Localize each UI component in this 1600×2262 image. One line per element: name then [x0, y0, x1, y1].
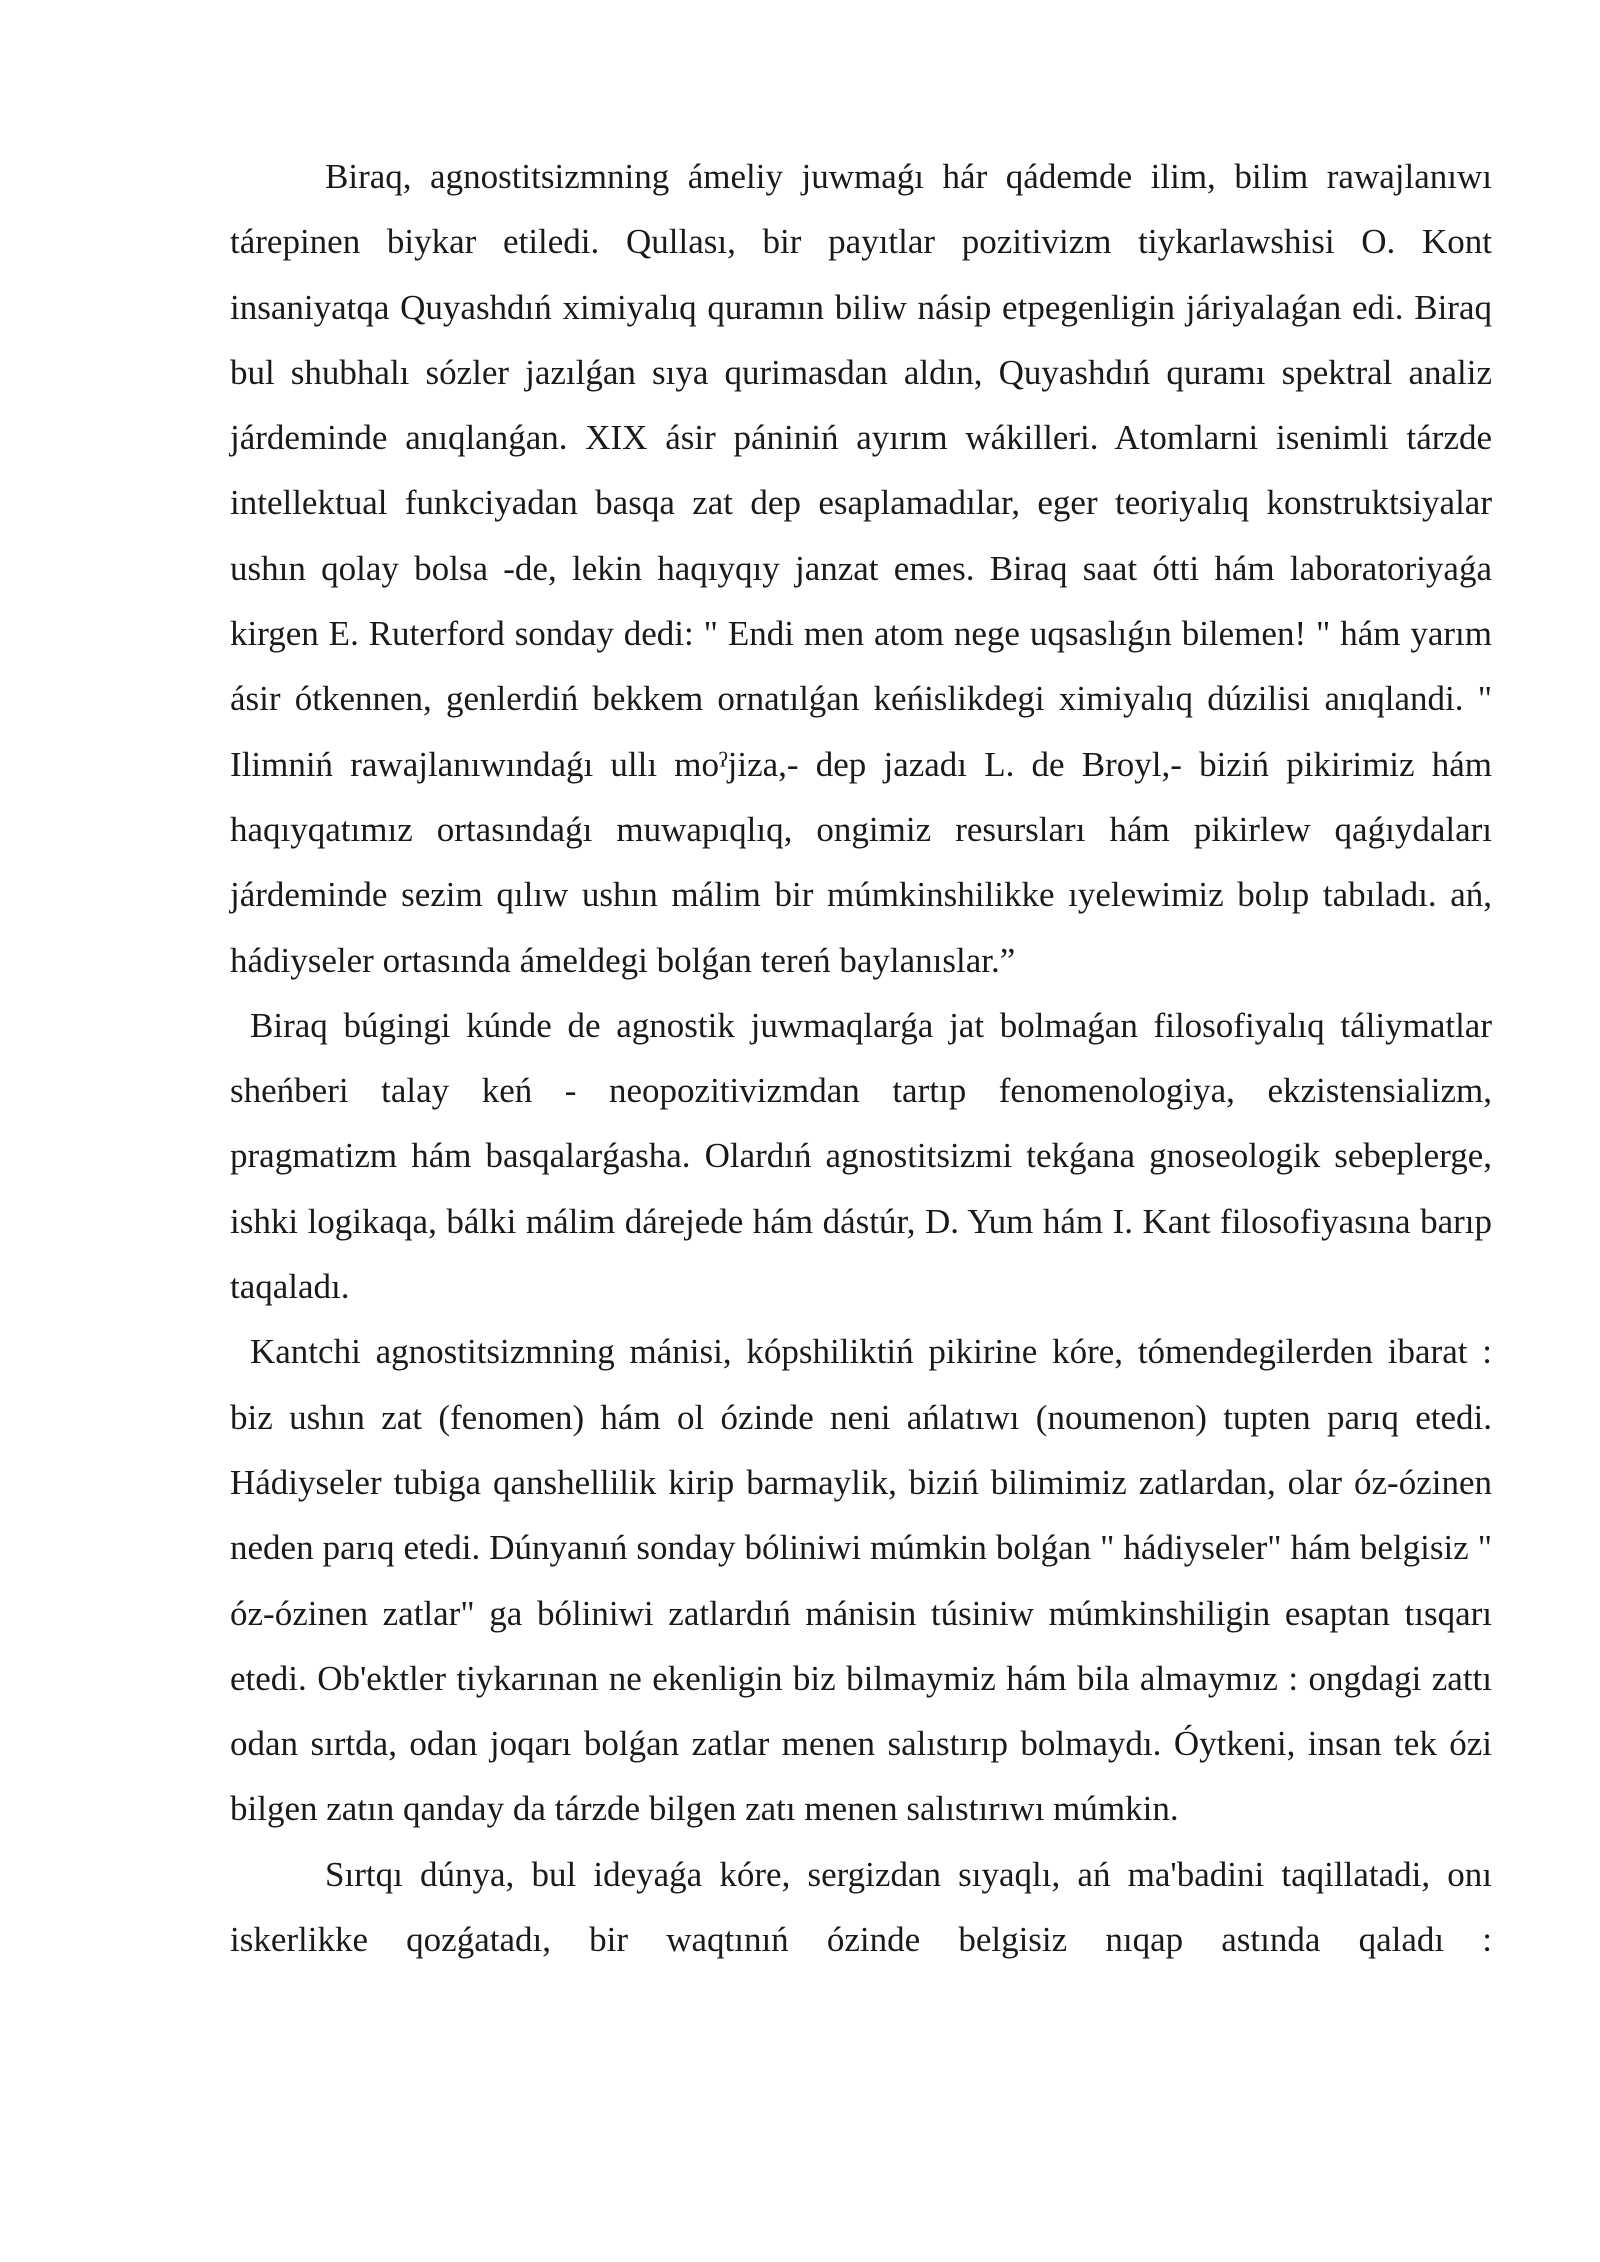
paragraph-kantian-agnosticism: Kantchi agnostitsizmning mánisi, kópshiliktiń pikirine kóre, tómendegilerden ibarat : biz ushın zat (fenomen) hám ol ózinde neni ańlatıwı (noumenon) tupten parıq etedi. Hádiyseler tubiga qanshellilik kirip barmaylik, biziń bilimimiz zatlardan, olar óz-ózinen neden parıq etedi. Dúnyanıń sonday bóliniwi múmkin bolǵan " hádiyseler" hám belgisiz " óz-ózinen zatlar" ga bóliniwi zatlardıń mánisin túsiniw múmkinshiligin esaptan tısqarı etedi. Ob'ektler tiykarınan ne ekenligin biz bilmaymiz hám bila almaymız : ongdagi zattı odan sırtda, odan joqarı bolǵan zatlar menen salıstırıp bolmaydı. Óytkeni, insan tek ózi bilgen zatın qanday da tárzde bilgen zatı menen salıstırıwı múmkin. — [230, 1332, 1492, 1829]
paragraph-modern-doctrines: Biraq búgingi kúnde de agnostik juwmaqlarǵa jat bolmaǵan filosofiyalıq táliymatlar sheńberi talay keń - neopozitivizmdan tartıp fenomenologiya, ekzistensializm, pragmatizm hám basqalarǵasha. Olardıń agnostitsizmi tekǵana gnoseologik sebeplerge, ishki logikaqa, bálki málim dárejede hám dástúr, D. Yum hám I. Kant filosofiyasına barıp taqaladı. — [230, 1005, 1492, 1307]
document-body — [230, 144, 1492, 1972]
paragraph-agnosticism-refuted: Biraq, agnostitsizmning ámeliy juwmaǵı hár qádemde ilim, bilim rawajlanıwı tárepinen biykar etiledi. Qullası, bir payıtlar pozitivizm tiykarlawshisi O. Kont insaniyatqa Quyashdıń ximiyalıq quramın biliw násip etpegenligin járiyalaǵan edi. Biraq bul shubhalı sózler jazılǵan sıya qurimasdan aldın, Quyashdıń quramı spektral analiz járdeminde anıqlanǵan. XIX ásir pániniń ayırım wákilleri. Atomlarni isenimli tárzde intellektual funkciyadan basqa zat dep esaplamadılar, eger teoriyalıq konstruktsiyalar ushın qolay bolsa -de, lekin haqıyqıy janzat emes. Biraq saat ótti hám laboratoriyaǵa kirgen E. Ruterford sonday dedi: " Endi men atom nege uqsaslıǵın bilemen! " hám yarım ásir ótkennen, genlerdiń bekkem ornatılǵan keńislikdegi ximiyalıq dúzilisi anıqlandi. " Ilimniń rawajlanıwındaǵı ullı moˀjiza,- dep jazadı L. de Broyl,- biziń pikirimiz hám haqıyqatımız ortasındaǵı muwapıqlıq, ongimiz resursları hám pikirlew qaǵıydaları járdeminde sezim qılıw ushın málim bir múmkinshilikke ıyelewimiz bolıp tabıladı. ań, hádiyseler ortasında ámeldegi bolǵan tereń baylanıslar.” — [230, 157, 1492, 980]
paragraph-external-world: Sırtqı dúnya, bul ideyaǵa kóre, sergizdan sıyaqlı, ań ma'badini taqillatadi, onı iskerlikke qozǵatadı, bir waqtınıń ózinde belgisiz nıqap astında qaladı : — [230, 1854, 1492, 1960]
